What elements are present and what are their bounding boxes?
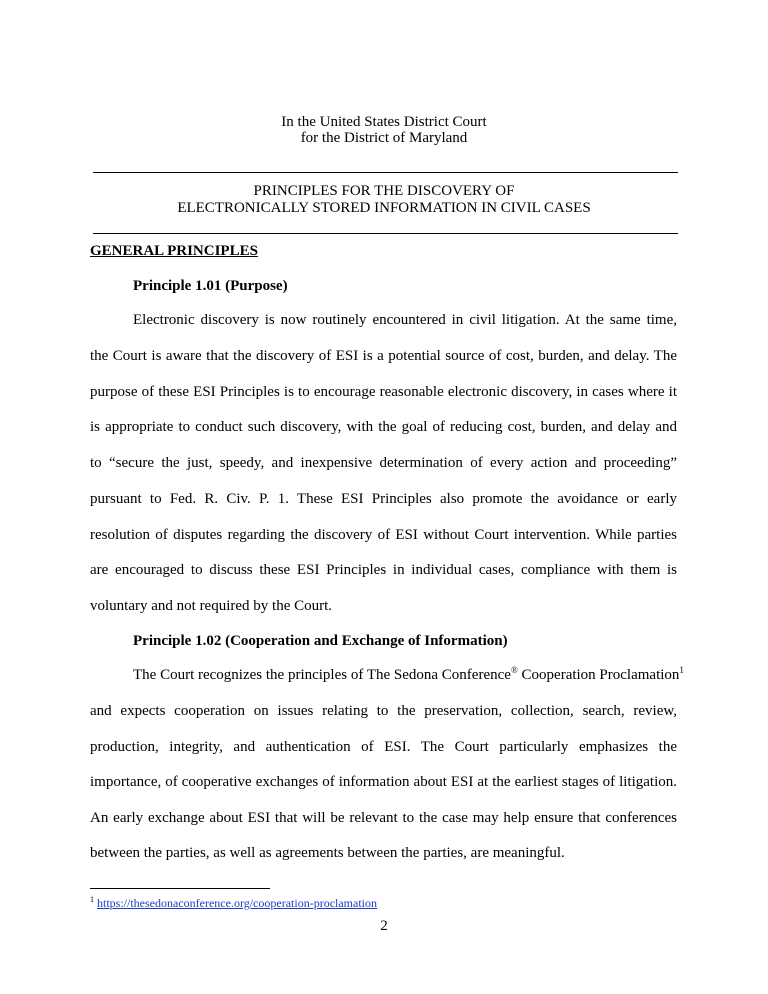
section-heading: GENERAL PRINCIPLES	[90, 243, 258, 259]
header-rule-bottom	[93, 233, 678, 234]
footnote-number: 1	[90, 895, 94, 904]
principle-1-line: Electronic discovery is now routinely encountered in civil litigation. At the same time,	[133, 312, 677, 328]
principle-2-line: between the parties, as well as agreements between the parties, are meaningful.	[90, 845, 565, 861]
footnote-link[interactable]: https://thesedonaconference.org/cooperation-proclamation	[97, 896, 378, 910]
principle-2-text: Cooperation Proclamation	[517, 667, 680, 683]
principle-1-line: is appropriate to conduct such discovery, with the goal of reducing cost, burden, and delay and	[90, 419, 677, 435]
principle-2-text: The Court recognizes the principles of The Sedona Conference	[133, 667, 511, 683]
principle-1-line: purpose of these ESI Principles is to encourage reasonable electronic discovery, in cases where it	[90, 384, 677, 400]
principle-2-line: production, integrity, and authentication of ESI. The Court particularly emphasizes the	[90, 739, 677, 755]
footnote-reference: 1	[679, 665, 684, 675]
footnote	[90, 896, 377, 910]
principle-2-first-line	[133, 666, 684, 684]
principle-1-heading: Principle 1.01 (Purpose)	[133, 278, 288, 294]
principle-1-line: the Court is aware that the discovery of ESI is a potential source of cost, burden, and delay. The	[90, 348, 677, 364]
principle-1-line: to “secure the just, speedy, and inexpensive determination of every action and proceeding”	[90, 455, 677, 471]
principle-2-line: and expects cooperation on issues relating to the preservation, collection, search, review,	[90, 703, 677, 719]
principle-2-line: An early exchange about ESI that will be relevant to the case may help ensure that conferences	[90, 810, 677, 826]
document-title-line1: PRINCIPLES FOR THE DISCOVERY OF	[253, 183, 515, 199]
court-name-line2: for the District of Maryland	[300, 130, 468, 146]
principle-1-line: are encouraged to discuss these ESI Principles in individual cases, compliance with them is	[90, 562, 677, 578]
principle-1-line: resolution of disputes regarding the discovery of ESI without Court intervention. While parties	[90, 527, 677, 543]
page-number: 2	[380, 918, 388, 934]
principle-1-line: pursuant to Fed. R. Civ. P. 1. These ESI Principles also promote the avoidance or early	[90, 491, 677, 507]
header-rule-top	[93, 172, 678, 173]
registered-mark: ®	[510, 665, 518, 675]
document-title-line2: ELECTRONICALLY STORED INFORMATION IN CIVIL CASES	[177, 200, 591, 216]
court-name-line1: In the United States District Court	[281, 114, 487, 130]
principle-2-line: importance, of cooperative exchanges of information about ESI at the earliest stages of litigation.	[90, 774, 677, 790]
footnote-rule	[90, 888, 270, 889]
principle-2-heading: Principle 1.02 (Cooperation and Exchange of Information)	[133, 633, 508, 649]
principle-1-line: voluntary and not required by the Court.	[90, 598, 333, 614]
